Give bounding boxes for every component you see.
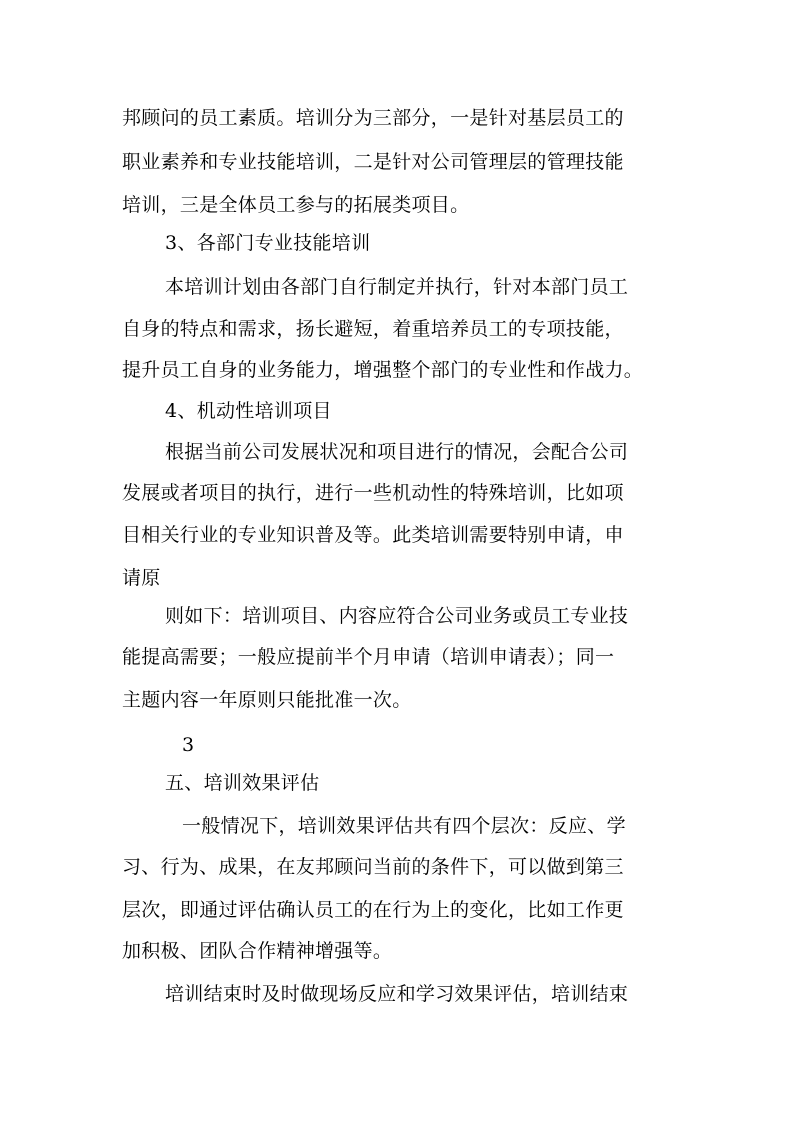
text-line-20: 层次，即通过评估确认员工的在行为上的变化，比如工作更 xyxy=(122,899,624,921)
section-heading-4: 4、机动性培训项目 xyxy=(165,400,332,422)
text-line-1: 邦顾问的员工素质。培训分为三部分，一是针对基层员工的 xyxy=(122,107,624,129)
text-line-22: 培训结束时及时做现场反应和学习效果评估，培训结束 xyxy=(165,983,629,1005)
text-line-3: 培训，三是全体员工参与的拓展类项目。 xyxy=(122,194,470,216)
text-line-13: 则如下：培训项目、内容应符合公司业务或员工专业技 xyxy=(165,605,629,627)
text-line-18: 一般情况下，培训效果评估共有四个层次：反应、学 xyxy=(182,815,626,837)
text-line-2: 职业素养和专业技能培训，二是针对公司管理层的管理技能 xyxy=(122,151,624,173)
page-number: 3 xyxy=(182,734,195,756)
text-line-15: 主题内容一年原则只能批准一次。 xyxy=(122,689,412,711)
text-line-21: 加积极、团队合作精神增强等。 xyxy=(122,940,393,962)
section-heading-3: 3、各部门专业技能培训 xyxy=(165,232,371,254)
text-line-10: 发展或者项目的执行，进行一些机动性的特殊培训，比如项 xyxy=(122,482,624,504)
text-line-9: 根据当前公司发展状况和项目进行的情况，会配合公司 xyxy=(165,441,629,463)
text-line-14: 能提高需要；一般应提前半个月申请（培训申请表）；同一 xyxy=(122,646,615,668)
text-line-12: 请原 xyxy=(122,567,161,589)
text-line-7: 提升员工自身的业务能力，增强整个部门的专业性和作战力。 xyxy=(122,359,644,381)
text-line-5: 本培训计划由各部门自行制定并执行，针对本部门员工 xyxy=(165,276,629,298)
text-line-11: 目相关行业的专业知识普及等。此类培训需要特别申请，申 xyxy=(122,524,624,546)
section-heading-5: 五、培训效果评估 xyxy=(165,772,320,794)
text-line-6: 自身的特点和需求，扬长避短，着重培养员工的专项技能， xyxy=(122,318,624,340)
text-line-19: 习、行为、成果，在友邦顾问当前的条件下，可以做到第三 xyxy=(122,856,624,878)
